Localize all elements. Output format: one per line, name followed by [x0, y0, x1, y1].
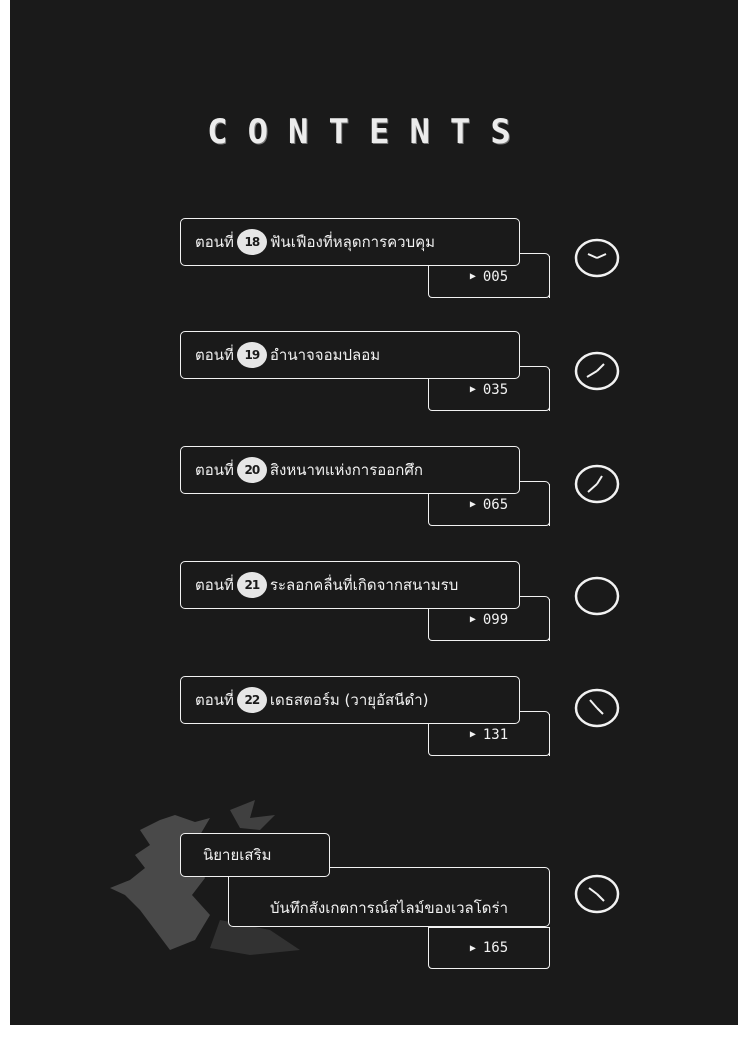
page-number: 035	[482, 381, 509, 398]
chapter-number-badge: 22	[237, 687, 267, 713]
page-arrow-icon: ▶	[469, 729, 476, 740]
chapter-title-box[interactable]	[180, 446, 520, 494]
page-arrow-icon: ▶	[469, 942, 476, 954]
extra-label: นิยายเสริม	[203, 846, 272, 864]
page-number: 005	[482, 268, 509, 285]
chapter-prefix: ตอนที่	[195, 691, 234, 709]
chapter-number-badge: 21	[237, 572, 267, 598]
chapter-title: เดธสตอร์ม (วายุอัสนีดำ)	[269, 691, 429, 709]
page-number: 165	[482, 940, 509, 956]
chapter-number-badge: 19	[237, 342, 267, 368]
page-number: 065	[482, 496, 509, 513]
chapter-title-box[interactable]	[180, 676, 520, 724]
clock-icon	[572, 236, 622, 280]
chapter-title: ระลอกคลื่นที่เกิดจากสนามรบ	[269, 576, 459, 594]
page-arrow-icon: ▶	[469, 271, 476, 282]
page-title: CONTENTS	[207, 112, 531, 152]
clock-icon	[572, 349, 622, 393]
clock-icon	[572, 462, 622, 506]
chapter-number-badge: 20	[237, 457, 267, 483]
extra-label-tab	[180, 833, 330, 877]
chapter-prefix: ตอนที่	[195, 576, 234, 594]
page-arrow-icon: ▶	[469, 499, 476, 510]
chapter-title-box[interactable]	[180, 561, 520, 609]
page-arrow-icon: ▶	[469, 384, 476, 395]
clock-icon	[572, 686, 622, 730]
page-arrow-icon: ▶	[469, 614, 476, 625]
clock-icon	[572, 872, 622, 916]
extra-title: บันทึกสังเกตการณ์สไลม์ของเวลโดร่า	[269, 899, 509, 917]
page-number: 099	[482, 611, 509, 628]
chapter-title: สิงหนาทแห่งการออกศึก	[269, 461, 423, 479]
chapter-number-badge: 18	[237, 229, 267, 255]
chapter-prefix: ตอนที่	[195, 233, 234, 251]
chapter-title: ฟันเฟืองที่หลุดการควบคุม	[269, 233, 436, 251]
chapter-title-box[interactable]	[180, 218, 520, 266]
chapter-prefix: ตอนที่	[195, 346, 234, 364]
page-number-box[interactable]	[428, 927, 550, 969]
chapter-title: อำนาจจอมปลอม	[269, 346, 381, 364]
clock-icon	[572, 574, 622, 618]
chapter-prefix: ตอนที่	[195, 461, 234, 479]
chapter-title-box[interactable]	[180, 331, 520, 379]
page-number: 131	[482, 726, 509, 743]
